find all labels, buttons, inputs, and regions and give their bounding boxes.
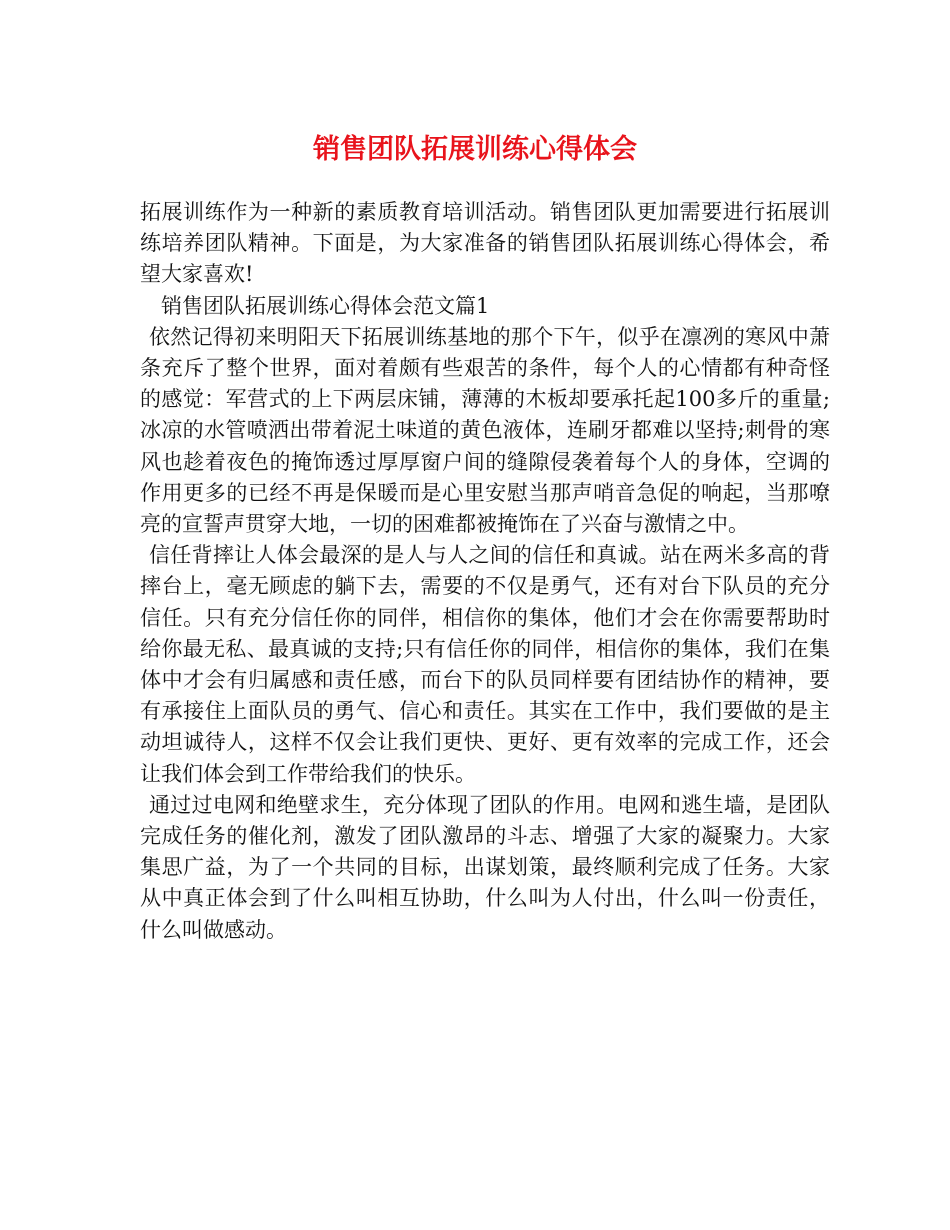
document-body xyxy=(140,197,830,946)
section-heading: 销售团队拓展训练心得体会范文篇1 xyxy=(161,293,490,318)
body-paragraph: 通过过电网和绝壁求生，充分体现了团队的作用。电网和逃生墙，是团队完成任务的催化剂，激发了团队激昂的斗志、增强了大家的凝聚力。大家集思广益，为了一个共同的目标，出谋划策，最终顺利完成了任务。大家从中真正体会到了什么叫相互协助，什么叫为人付出，什么叫一份责任，什么叫做感动。 xyxy=(140,792,830,942)
document-title: 销售团队拓展训练心得体会 xyxy=(313,134,637,165)
body-paragraph: 信任背摔让人体会最深的是人与人之间的信任和真诚。站在两米多高的背摔台上，毫无顾虑的躺下去，需要的不仅是勇气，还有对台下队员的充分信任。只有充分信任你的同伴，相信你的集体，他们才会在你需要帮助时给你最无私、最真诚的支持;只有信任你的同伴，相信你的集体，我们在集体中才会有归属感和责任感，而台下的队员同样要有团结协作的精神，要有承接住上面队员的勇气、信心和责任。其实在工作中，我们要做的是主动坦诚待人，这样不仅会让我们更快、更好、更有效率的完成工作，还会让我们体会到工作带给我们的快乐。 xyxy=(140,543,830,786)
body-paragraph: 依然记得初来明阳天下拓展训练基地的那个下午，似乎在凛冽的寒风中萧条充斥了整个世界，面对着颇有些艰苦的条件，每个人的心情都有种奇怪的感觉：军营式的上下两层床铺，薄薄的木板却要承托起100多斤的重量;冰凉的水管喷洒出带着泥土味道的黄色液体，连刷牙都难以坚持;刺骨的寒风也趁着夜色的掩饰透过厚厚窗户间的缝隙侵袭着每个人的身体，空调的作用更多的已经不再是保暖而是心里安慰当那声哨音急促的响起，当那嘹亮的宣誓声贯穿大地，一切的困难都被掩饰在了兴奋与激情之中。 xyxy=(140,324,830,537)
intro-paragraph: 拓展训练作为一种新的素质教育培训活动。销售团队更加需要进行拓展训练培养团队精神。下面是，为大家准备的销售团队拓展训练心得体会，希望大家喜欢! xyxy=(140,200,830,287)
